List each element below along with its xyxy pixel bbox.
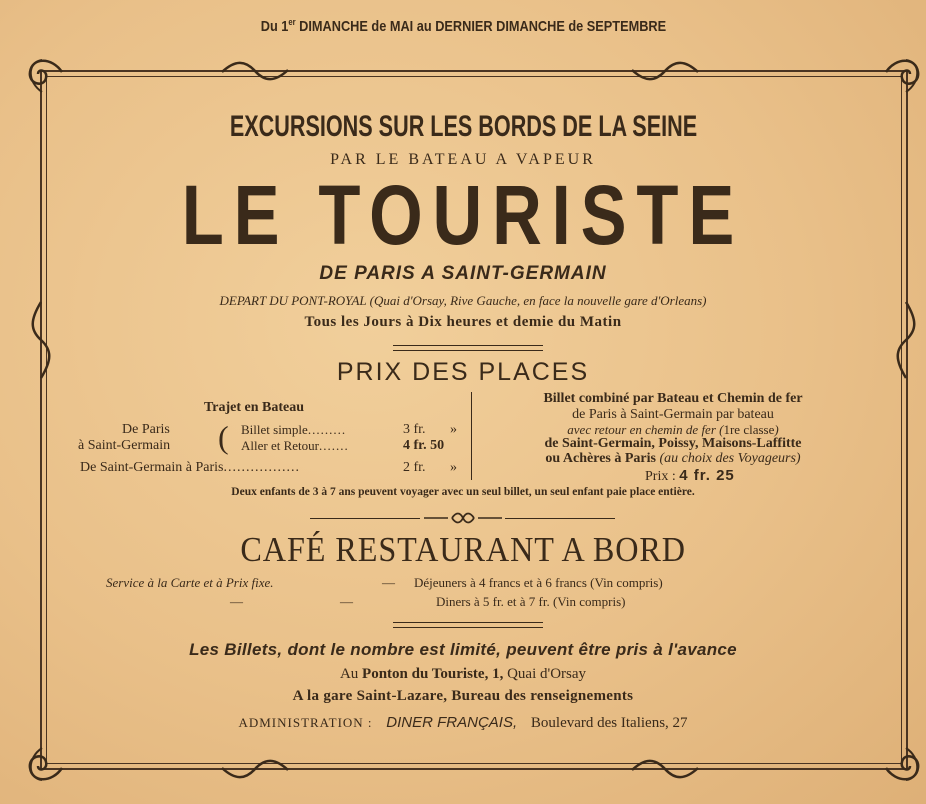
cafe-dash-1: — (382, 575, 395, 590)
brace-icon: ( (218, 419, 229, 455)
billets-headline-text: Les Billets, dont le nombre est limité, peuvent être pris à l'avance (189, 640, 737, 659)
par-bateau-text: PAR LE BATEAU A VAPEUR (330, 151, 596, 168)
cafe-dash-2: — (230, 594, 243, 609)
ponton-line (0, 666, 926, 683)
cafe-dejeuners: Déjeuners à 4 francs et à 6 francs (Vin compris) (414, 575, 663, 590)
ponton-a: Au (339, 666, 363, 682)
boat-name (0, 165, 926, 265)
combine-line5b: (au choix des Voyageurs) (659, 451, 801, 466)
depart-line (0, 293, 926, 309)
row1-type: Billet simple......... (241, 422, 347, 437)
combine-prix-label: Prix : (645, 469, 680, 484)
row3-place: De Saint-Germain à Paris (80, 460, 224, 475)
route-text: DE PARIS A SAINT-GERMAIN (319, 263, 607, 284)
combine-prix (645, 467, 735, 485)
enfants-note (0, 486, 926, 498)
divider-rule-4 (393, 627, 543, 628)
combine-line4: de Saint-Germain, Poissy, Maisons-Laffitte (544, 436, 802, 451)
combine-line5a: ou Achères à Paris (545, 451, 660, 466)
corner-ornament-tr-icon (876, 52, 926, 102)
admin-line (0, 714, 926, 732)
combine-line3b: 1re classe (723, 422, 775, 437)
combine-line3a: avec retour en chemin de fer ( (567, 422, 724, 437)
corner-ornament-tl-icon (22, 52, 72, 102)
divider-rule-1 (393, 345, 543, 346)
bottom-flourish-left-icon (220, 758, 290, 780)
season-er: er (287, 17, 296, 27)
row1-type-text: Billet simple (241, 422, 308, 437)
cafe-heading-text: CAFÉ RESTAURANT A BORD (240, 530, 686, 569)
divider-rule-3 (393, 622, 543, 623)
ponton-c: Quai d'Orsay (503, 666, 587, 682)
season-line (0, 17, 926, 35)
season-du: Du 1 (260, 18, 288, 35)
excursions-text: EXCURSIONS SUR LES BORDS DE LA SEINE (229, 110, 697, 143)
combine-line1: Billet combiné par Bateau et Chemin de fer (543, 391, 803, 406)
corner-ornament-br-icon (876, 738, 926, 788)
gare-line (0, 688, 926, 705)
divider-right (505, 518, 615, 519)
excursions-title (0, 110, 926, 144)
admin-name: DINER FRANÇAIS, (386, 714, 518, 731)
row2-type: Aller et Retour....... (241, 438, 349, 453)
row3-price: 2 fr. (403, 460, 426, 475)
combine-line5 (482, 451, 864, 467)
row1-ditto: » (450, 422, 457, 437)
combine-line3c: ) (774, 422, 779, 437)
route (0, 263, 926, 285)
prix-heading-text: PRIX DES PLACES (336, 358, 590, 386)
prix-heading (0, 358, 926, 387)
prix-column-divider (471, 392, 472, 480)
gare-text: A la gare Saint-Lazare, Bureau des renseignements (292, 688, 634, 704)
billets-headline (0, 640, 926, 660)
cafe-heading (0, 530, 926, 570)
bottom-flourish-right-icon (630, 758, 700, 780)
divider-rule-2 (393, 350, 543, 351)
enfants-text: Deux enfants de 3 à 7 ans peuvent voyager avec un seul billet, un seul enfant paie place entière. (231, 486, 695, 498)
ponton-b: Ponton du Touriste, 1, (362, 666, 504, 682)
boat-name-text: LE TOURISTE (181, 168, 745, 262)
schedule-line (0, 314, 926, 331)
admin-label: ADMINISTRATION : (238, 715, 373, 730)
depart-text: DEPART DU PONT-ROYAL (Quai d'Orsay, Rive Gauche, en face la nouvelle gare d'Orleans) (219, 293, 707, 308)
trajet-heading: Trajet en Bateau (204, 400, 305, 415)
row2-price: 4 fr. 50 (403, 438, 445, 453)
top-flourish-right-icon (630, 60, 700, 82)
divider-ornament-icon (422, 511, 504, 525)
row3-ditto: » (450, 460, 457, 475)
row2-place: à Saint-Germain (78, 438, 171, 453)
row2-type-text: Aller et Retour (241, 438, 319, 453)
row3: De Saint-Germain à Paris................. (80, 460, 300, 475)
admin-address: Boulevard des Italiens, 27 (530, 715, 688, 731)
cafe-diners: Diners à 5 fr. et à 7 fr. (Vin compris) (436, 594, 626, 609)
row1-place: De Paris (122, 422, 170, 437)
combine-prix-value: 4 fr. 25 (679, 467, 735, 484)
corner-ornament-bl-icon (22, 738, 72, 788)
cafe-dash-3: — (340, 594, 353, 609)
row1-price: 3 fr. (403, 422, 426, 437)
cafe-service: Service à la Carte et à Prix fixe. (106, 575, 274, 590)
divider-left (310, 518, 420, 519)
schedule-text: Tous les Jours à Dix heures et demie du Matin (304, 314, 622, 330)
top-flourish-left-icon (220, 60, 290, 82)
season-rest: DIMANCHE de MAI au DERNIER DIMANCHE de SEPTEMBRE (295, 18, 666, 35)
combine-line2: de Paris à Saint-Germain par bateau (572, 407, 774, 422)
